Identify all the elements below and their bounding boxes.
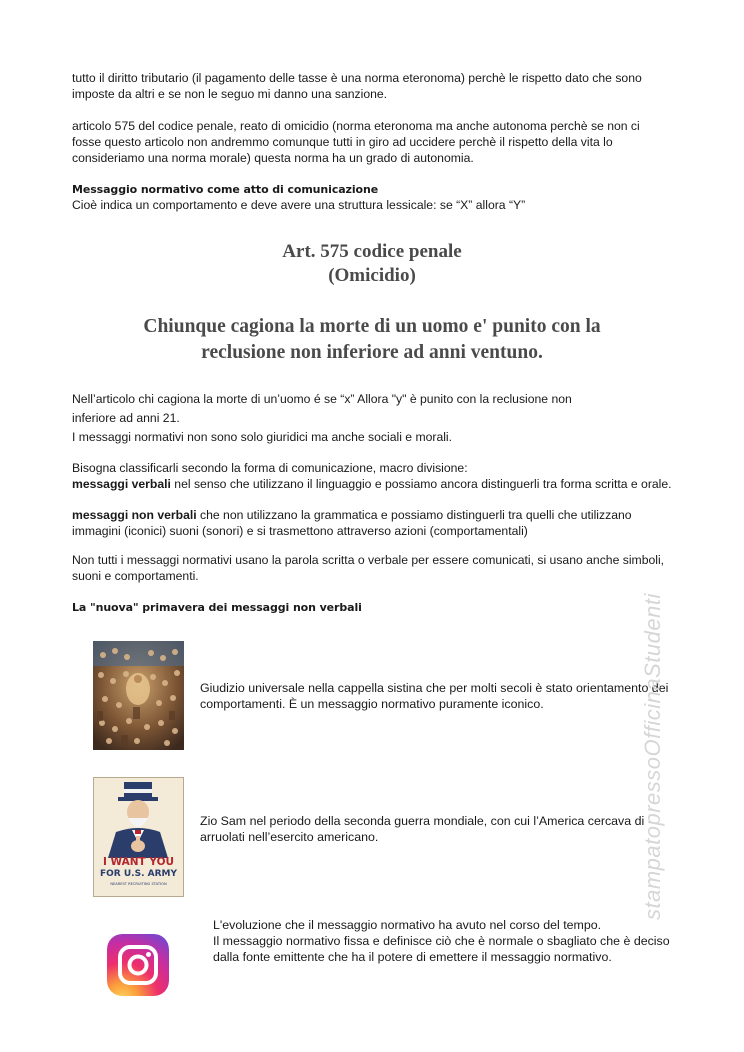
instagram-logo-image <box>107 934 169 996</box>
giudizio-universale-image <box>93 641 184 750</box>
poster-slogan-line3: NEAREST RECRUITING STATION <box>110 882 167 886</box>
zio-sam-caption: Zio Sam nel periodo della seconda guerra mondiale, con cui l’America cercava di arruolati nell’esercito americano. <box>200 814 645 844</box>
instagram-caption-line2: Il messaggio normativo fissa e definisce ciò che è normale o sbagliato che è deciso dalla fonte emittente che ha il potere di emettere il messaggio normativo. <box>213 934 670 964</box>
paragraph-classificazione: Bisogna classificarli secondo la forma di comunicazione, macro divisione: <box>72 461 468 475</box>
watermark-text: stampatopressoOfficinaStudenti <box>640 593 665 920</box>
article-subtitle: (Omicidio) <box>328 265 416 286</box>
instagram-icon <box>107 934 169 996</box>
paragraph-articolo-line1: Nell’articolo chi cagiona la morte di un’uomo é se “x” Allora "y" è punito con la reclusione non <box>72 392 572 406</box>
heading-comunicazione: Messaggio normativo come atto di comunicazione <box>72 183 379 196</box>
uncle-sam-figure-icon <box>94 780 183 858</box>
paragraph-messaggi-normativi: I messaggi normativi non sono solo giuridici ma anche sociali e morali. <box>72 430 453 444</box>
verbali-label: messaggi verbali <box>72 477 171 491</box>
poster-slogan-line2: FOR U.S. ARMY <box>100 869 177 879</box>
paragraph-simboli: Non tutti i messaggi normativi usano la parola scritta o verbale per essere comunicati, si usano anche simboli, suoni e comportamenti. <box>72 553 665 583</box>
poster-slogan-line1: I WANT YOU <box>102 856 175 868</box>
instagram-caption-line1: L'evoluzione che il messaggio normativo ha avuto nel corso del tempo. <box>213 918 602 932</box>
paragraph-articolo-line2: inferiore ad anni 21. <box>72 411 180 425</box>
zio-sam-poster-image <box>93 777 184 897</box>
paragraph-non-verbali <box>72 507 672 539</box>
paragraph-articolo-575: articolo 575 del codice penale, reato di omicidio (norma eteronoma ma anche autonoma perchè se non ci fosse questo articolo non andremmo comunque tutti in giro ad uccidere perchè il rispetto della vita lo consideriamo una norma morale) questa norma ha un grado di autonomia. <box>72 119 640 165</box>
article-quote-line2: reclusione non inferiore ad anni ventuno. <box>201 342 543 363</box>
heading-primavera: La "nuova" primavera dei messaggi non verbali <box>72 601 362 614</box>
fresco-painting-icon <box>93 641 184 750</box>
article-quote-line1: Chiunque cagiona la morte di un uomo e' punito con la <box>143 316 601 337</box>
paragraph-verbali <box>72 476 672 492</box>
paragraph-struttura-lessicale: Cioè indica un comportamento e deve avere una struttura lessicale: se “X” allora “Y” <box>72 198 526 212</box>
non-verbali-text: che non utilizzano la grammatica e possiamo distinguerli tra quelli che utilizzano immagini (iconici) suoni (sonori) e si trasmettono attraverso azioni (comportamentali) <box>72 508 632 538</box>
non-verbali-label: messaggi non verbali <box>72 508 197 522</box>
article-title: Art. 575 codice penale <box>282 241 462 262</box>
paragraph-tributario: tutto il diritto tributario (il pagamento delle tasse è una norma eteronoma) perchè le rispetto dato che sono imposte da altri e se non le seguo mi danno una sanzione. <box>72 71 642 101</box>
verbali-text: nel senso che utilizzano il linguaggio e possiamo ancora distinguerli tra forma scritta e orale. <box>170 477 672 491</box>
giudizio-caption: Giudizio universale nella cappella sistina che per molti secoli è stato orientamento dei comportamenti. È un messaggio normativo puramente iconico. <box>200 681 669 711</box>
